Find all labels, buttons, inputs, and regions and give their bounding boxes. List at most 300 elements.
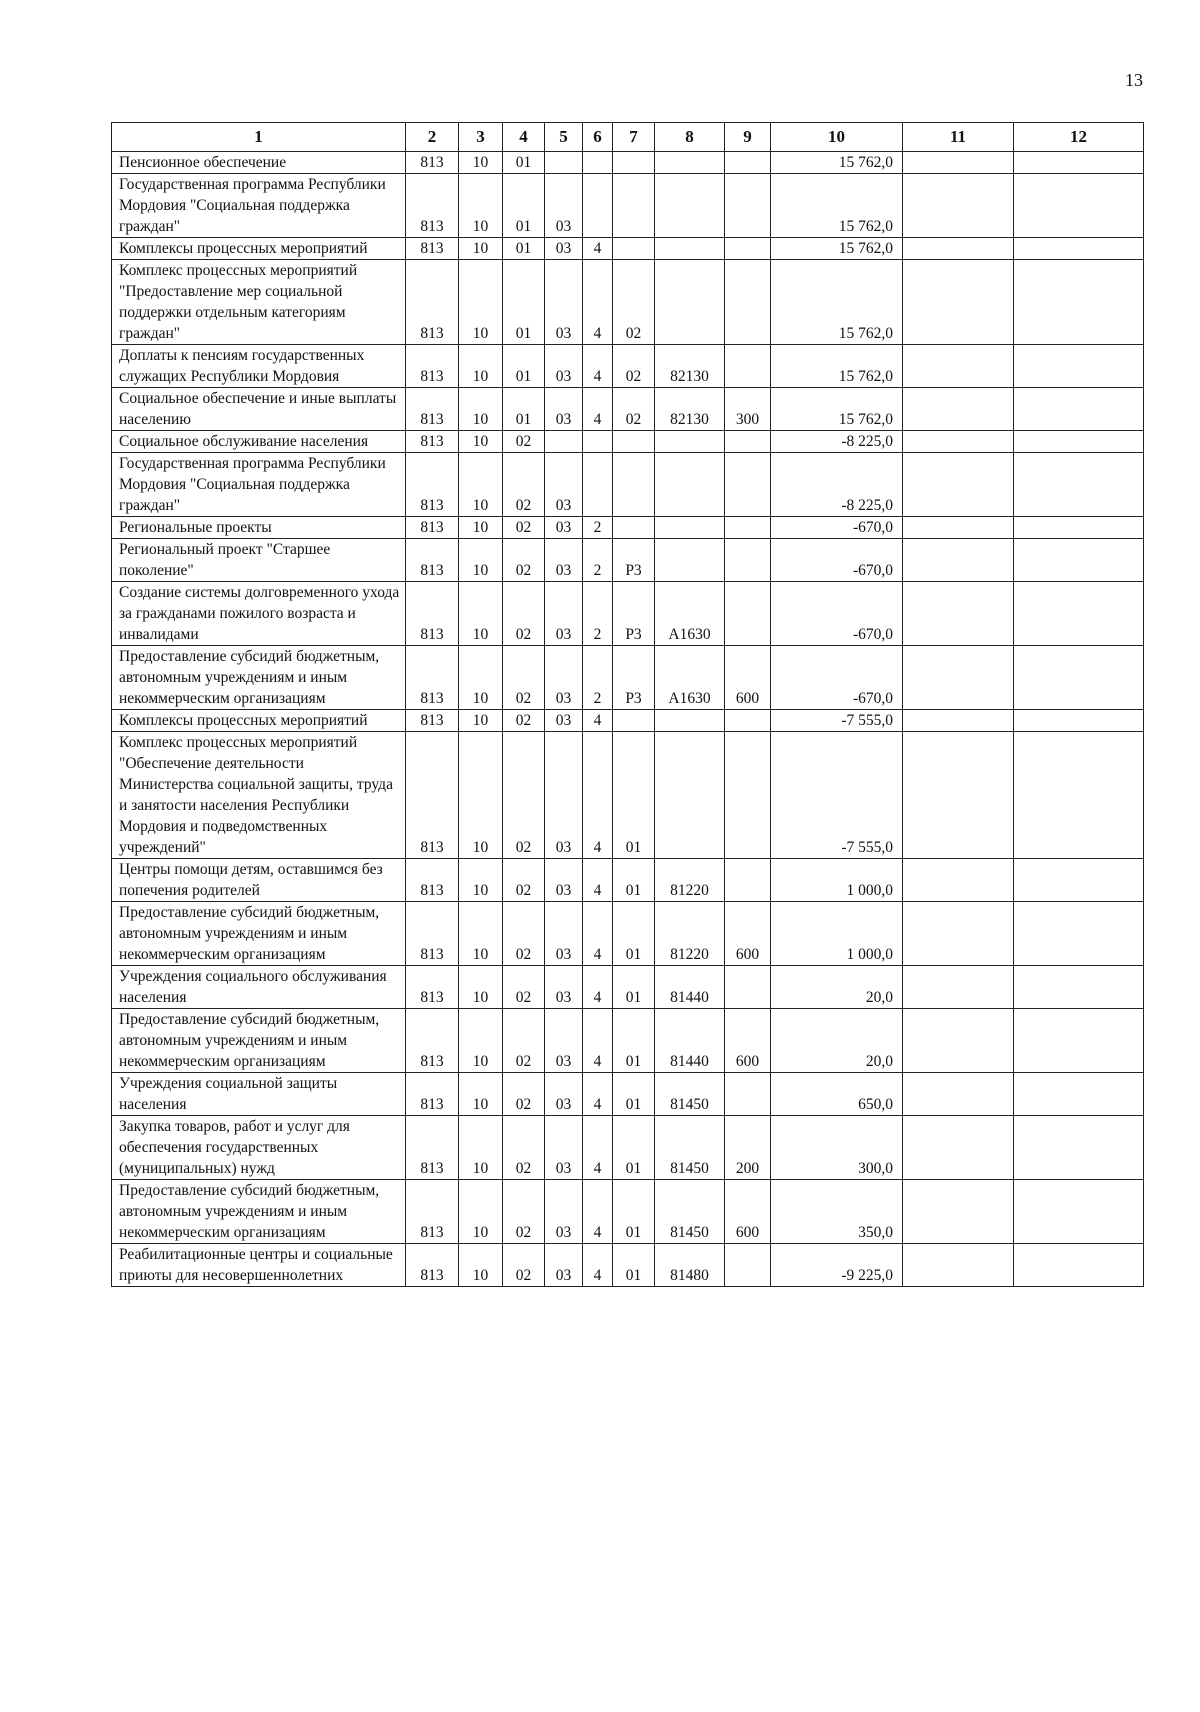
cell-col-9 <box>725 859 771 902</box>
cell-col-4: 02 <box>503 732 545 859</box>
cell-col-5: 03 <box>545 966 583 1009</box>
column-header: 9 <box>725 123 771 152</box>
cell-col-12 <box>1014 453 1144 517</box>
cell-col-11 <box>903 582 1014 646</box>
cell-col-9 <box>725 260 771 345</box>
table-row <box>112 582 1144 646</box>
cell-col-4: 02 <box>503 582 545 646</box>
cell-col-6: 4 <box>583 388 613 431</box>
cell-col-3: 10 <box>459 859 503 902</box>
cell-col-2: 813 <box>406 902 459 966</box>
cell-col-4: 01 <box>503 174 545 238</box>
cell-col-3: 10 <box>459 539 503 582</box>
cell-col-8 <box>655 539 725 582</box>
cell-col-6: 4 <box>583 902 613 966</box>
cell-col-6: 2 <box>583 539 613 582</box>
cell-col-2: 813 <box>406 174 459 238</box>
cell-col-11 <box>903 345 1014 388</box>
cell-col-9: 600 <box>725 1009 771 1073</box>
cell-col-6: 4 <box>583 1073 613 1116</box>
cell-col-7: Р3 <box>613 539 655 582</box>
table-body <box>112 152 1144 1287</box>
table-row <box>112 1180 1144 1244</box>
column-header: 4 <box>503 123 545 152</box>
column-header: 11 <box>903 123 1014 152</box>
cell-col-3: 10 <box>459 260 503 345</box>
cell-col-12 <box>1014 582 1144 646</box>
table-row <box>112 732 1144 859</box>
cell-col-2: 813 <box>406 345 459 388</box>
cell-col-2: 813 <box>406 453 459 517</box>
amount-cell: -8 225,0 <box>771 453 903 517</box>
amount-cell: -8 225,0 <box>771 431 903 453</box>
row-name-cell: Создание системы долговременного ухода за гражданами пожилого возраста и инвалидами <box>112 582 406 646</box>
cell-col-7: 01 <box>613 1244 655 1287</box>
cell-col-8: 81440 <box>655 966 725 1009</box>
cell-col-11 <box>903 646 1014 710</box>
cell-col-6 <box>583 174 613 238</box>
cell-col-7 <box>613 431 655 453</box>
cell-col-11 <box>903 902 1014 966</box>
cell-col-9 <box>725 582 771 646</box>
cell-col-3: 10 <box>459 431 503 453</box>
cell-col-11 <box>903 1244 1014 1287</box>
amount-cell: -7 555,0 <box>771 710 903 732</box>
cell-col-7: 01 <box>613 966 655 1009</box>
cell-col-12 <box>1014 859 1144 902</box>
cell-col-8 <box>655 174 725 238</box>
cell-col-3: 10 <box>459 174 503 238</box>
cell-col-7: Р3 <box>613 582 655 646</box>
cell-col-5: 03 <box>545 238 583 260</box>
cell-col-9 <box>725 732 771 859</box>
column-header: 3 <box>459 123 503 152</box>
cell-col-5: 03 <box>545 388 583 431</box>
cell-col-11 <box>903 152 1014 174</box>
table-row <box>112 345 1144 388</box>
cell-col-3: 10 <box>459 453 503 517</box>
cell-col-3: 10 <box>459 517 503 539</box>
row-name-cell: Предоставление субсидий бюджетным, автономным учреждениям и иным некоммерческим организациям <box>112 1180 406 1244</box>
cell-col-8: 81450 <box>655 1116 725 1180</box>
cell-col-5: 03 <box>545 582 583 646</box>
cell-col-2: 813 <box>406 1180 459 1244</box>
cell-col-6 <box>583 453 613 517</box>
cell-col-11 <box>903 710 1014 732</box>
cell-col-6 <box>583 431 613 453</box>
amount-cell: -670,0 <box>771 582 903 646</box>
table-row <box>112 431 1144 453</box>
cell-col-4: 02 <box>503 646 545 710</box>
cell-col-5: 03 <box>545 1180 583 1244</box>
cell-col-3: 10 <box>459 1009 503 1073</box>
cell-col-7 <box>613 152 655 174</box>
cell-col-9: 600 <box>725 902 771 966</box>
cell-col-7: 01 <box>613 732 655 859</box>
cell-col-2: 813 <box>406 582 459 646</box>
amount-cell: 15 762,0 <box>771 345 903 388</box>
table-row <box>112 1073 1144 1116</box>
budget-table <box>111 122 1144 1287</box>
column-header: 8 <box>655 123 725 152</box>
amount-cell: 15 762,0 <box>771 238 903 260</box>
cell-col-12 <box>1014 260 1144 345</box>
cell-col-5: 03 <box>545 517 583 539</box>
cell-col-11 <box>903 1180 1014 1244</box>
cell-col-7: 01 <box>613 1009 655 1073</box>
cell-col-8 <box>655 238 725 260</box>
cell-col-6: 4 <box>583 345 613 388</box>
cell-col-8: 81220 <box>655 902 725 966</box>
table-row <box>112 1244 1144 1287</box>
row-name-cell: Предоставление субсидий бюджетным, автономным учреждениям и иным некоммерческим организациям <box>112 646 406 710</box>
cell-col-11 <box>903 453 1014 517</box>
cell-col-5: 03 <box>545 453 583 517</box>
cell-col-6: 4 <box>583 238 613 260</box>
amount-cell: -670,0 <box>771 539 903 582</box>
cell-col-5: 03 <box>545 260 583 345</box>
amount-cell: 15 762,0 <box>771 260 903 345</box>
cell-col-3: 10 <box>459 238 503 260</box>
cell-col-11 <box>903 388 1014 431</box>
cell-col-3: 10 <box>459 710 503 732</box>
cell-col-2: 813 <box>406 1009 459 1073</box>
cell-col-3: 10 <box>459 152 503 174</box>
cell-col-2: 813 <box>406 260 459 345</box>
table-row <box>112 517 1144 539</box>
cell-col-8: А1630 <box>655 646 725 710</box>
cell-col-4: 02 <box>503 710 545 732</box>
cell-col-4: 01 <box>503 152 545 174</box>
cell-col-8 <box>655 710 725 732</box>
row-name-cell: Социальное обеспечение и иные выплаты населению <box>112 388 406 431</box>
cell-col-2: 813 <box>406 388 459 431</box>
cell-col-4: 01 <box>503 345 545 388</box>
column-header: 2 <box>406 123 459 152</box>
cell-col-4: 02 <box>503 453 545 517</box>
cell-col-5: 03 <box>545 1116 583 1180</box>
cell-col-6: 2 <box>583 646 613 710</box>
cell-col-11 <box>903 517 1014 539</box>
amount-cell: -670,0 <box>771 517 903 539</box>
cell-col-9 <box>725 517 771 539</box>
column-header: 10 <box>771 123 903 152</box>
cell-col-2: 813 <box>406 238 459 260</box>
cell-col-6: 4 <box>583 1116 613 1180</box>
cell-col-9 <box>725 453 771 517</box>
cell-col-8 <box>655 431 725 453</box>
table-row <box>112 902 1144 966</box>
row-name-cell: Региональные проекты <box>112 517 406 539</box>
row-name-cell: Пенсионное обеспечение <box>112 152 406 174</box>
cell-col-5: 03 <box>545 732 583 859</box>
cell-col-5: 03 <box>545 646 583 710</box>
cell-col-8: 81450 <box>655 1180 725 1244</box>
column-header: 5 <box>545 123 583 152</box>
cell-col-3: 10 <box>459 388 503 431</box>
cell-col-8: 81440 <box>655 1009 725 1073</box>
cell-col-9 <box>725 152 771 174</box>
row-name-cell: Учреждения социального обслуживания населения <box>112 966 406 1009</box>
amount-cell: 650,0 <box>771 1073 903 1116</box>
cell-col-7: Р3 <box>613 646 655 710</box>
cell-col-4: 02 <box>503 539 545 582</box>
cell-col-5: 03 <box>545 1009 583 1073</box>
cell-col-8: 81450 <box>655 1073 725 1116</box>
row-name-cell: Предоставление субсидий бюджетным, автономным учреждениям и иным некоммерческим организациям <box>112 1009 406 1073</box>
cell-col-11 <box>903 174 1014 238</box>
cell-col-3: 10 <box>459 902 503 966</box>
cell-col-12 <box>1014 431 1144 453</box>
table-row <box>112 453 1144 517</box>
cell-col-3: 10 <box>459 1116 503 1180</box>
amount-cell: -9 225,0 <box>771 1244 903 1287</box>
cell-col-12 <box>1014 732 1144 859</box>
table-row <box>112 966 1144 1009</box>
row-name-cell: Комплексы процессных мероприятий <box>112 710 406 732</box>
cell-col-6: 4 <box>583 260 613 345</box>
table-row <box>112 1116 1144 1180</box>
cell-col-12 <box>1014 902 1144 966</box>
cell-col-9: 200 <box>725 1116 771 1180</box>
cell-col-7: 02 <box>613 260 655 345</box>
cell-col-12 <box>1014 1116 1144 1180</box>
table-row <box>112 238 1144 260</box>
cell-col-3: 10 <box>459 1073 503 1116</box>
column-header: 12 <box>1014 123 1144 152</box>
cell-col-7 <box>613 238 655 260</box>
cell-col-2: 813 <box>406 1116 459 1180</box>
cell-col-11 <box>903 431 1014 453</box>
cell-col-9 <box>725 539 771 582</box>
cell-col-4: 02 <box>503 1009 545 1073</box>
cell-col-8 <box>655 260 725 345</box>
table-row <box>112 859 1144 902</box>
cell-col-4: 02 <box>503 966 545 1009</box>
cell-col-6: 4 <box>583 732 613 859</box>
table-row <box>112 646 1144 710</box>
row-name-cell: Закупка товаров, работ и услуг для обеспечения государственных (муниципальных) нужд <box>112 1116 406 1180</box>
cell-col-2: 813 <box>406 1244 459 1287</box>
cell-col-3: 10 <box>459 732 503 859</box>
cell-col-7: 02 <box>613 345 655 388</box>
cell-col-4: 01 <box>503 238 545 260</box>
cell-col-5: 03 <box>545 859 583 902</box>
cell-col-4: 02 <box>503 1116 545 1180</box>
cell-col-9 <box>725 345 771 388</box>
cell-col-12 <box>1014 1009 1144 1073</box>
cell-col-7: 01 <box>613 902 655 966</box>
cell-col-5: 03 <box>545 345 583 388</box>
cell-col-3: 10 <box>459 582 503 646</box>
cell-col-6: 2 <box>583 582 613 646</box>
cell-col-12 <box>1014 345 1144 388</box>
cell-col-12 <box>1014 517 1144 539</box>
table-row <box>112 388 1144 431</box>
cell-col-8 <box>655 152 725 174</box>
cell-col-7: 01 <box>613 1073 655 1116</box>
amount-cell: 15 762,0 <box>771 388 903 431</box>
cell-col-7 <box>613 517 655 539</box>
row-name-cell: Комплексы процессных мероприятий <box>112 238 406 260</box>
cell-col-12 <box>1014 1244 1144 1287</box>
cell-col-9: 300 <box>725 388 771 431</box>
cell-col-12 <box>1014 174 1144 238</box>
cell-col-7: 01 <box>613 1180 655 1244</box>
cell-col-7: 01 <box>613 1116 655 1180</box>
cell-col-12 <box>1014 646 1144 710</box>
amount-cell: 350,0 <box>771 1180 903 1244</box>
cell-col-2: 813 <box>406 1073 459 1116</box>
table-header-row <box>112 123 1144 152</box>
cell-col-5: 03 <box>545 539 583 582</box>
amount-cell: 1 000,0 <box>771 859 903 902</box>
cell-col-2: 813 <box>406 710 459 732</box>
row-name-cell: Предоставление субсидий бюджетным, автономным учреждениям и иным некоммерческим организациям <box>112 902 406 966</box>
cell-col-6: 4 <box>583 966 613 1009</box>
row-name-cell: Реабилитационные центры и социальные приюты для несовершеннолетних <box>112 1244 406 1287</box>
cell-col-8: 81480 <box>655 1244 725 1287</box>
cell-col-7: 01 <box>613 859 655 902</box>
cell-col-4: 02 <box>503 1244 545 1287</box>
cell-col-9: 600 <box>725 646 771 710</box>
cell-col-9 <box>725 966 771 1009</box>
cell-col-12 <box>1014 710 1144 732</box>
cell-col-8 <box>655 732 725 859</box>
row-name-cell: Социальное обслуживание населения <box>112 431 406 453</box>
cell-col-6: 4 <box>583 859 613 902</box>
cell-col-2: 813 <box>406 646 459 710</box>
cell-col-2: 813 <box>406 732 459 859</box>
table-row <box>112 260 1144 345</box>
cell-col-9 <box>725 238 771 260</box>
cell-col-7: 02 <box>613 388 655 431</box>
column-header: 7 <box>613 123 655 152</box>
cell-col-6: 4 <box>583 710 613 732</box>
cell-col-4: 02 <box>503 517 545 539</box>
table-row <box>112 174 1144 238</box>
column-header: 6 <box>583 123 613 152</box>
cell-col-5: 03 <box>545 710 583 732</box>
cell-col-2: 813 <box>406 539 459 582</box>
cell-col-2: 813 <box>406 431 459 453</box>
row-name-cell: Государственная программа Республики Мордовия "Социальная поддержка граждан" <box>112 453 406 517</box>
amount-cell: 15 762,0 <box>771 152 903 174</box>
cell-col-6: 4 <box>583 1244 613 1287</box>
amount-cell: 300,0 <box>771 1116 903 1180</box>
cell-col-3: 10 <box>459 1244 503 1287</box>
cell-col-5: 03 <box>545 1244 583 1287</box>
cell-col-12 <box>1014 152 1144 174</box>
column-header: 1 <box>112 123 406 152</box>
cell-col-2: 813 <box>406 517 459 539</box>
cell-col-3: 10 <box>459 345 503 388</box>
cell-col-11 <box>903 260 1014 345</box>
cell-col-4: 01 <box>503 388 545 431</box>
cell-col-5: 03 <box>545 1073 583 1116</box>
table-row <box>112 539 1144 582</box>
cell-col-7 <box>613 710 655 732</box>
cell-col-9 <box>725 1073 771 1116</box>
amount-cell: -670,0 <box>771 646 903 710</box>
cell-col-4: 01 <box>503 260 545 345</box>
page-number: 13 <box>1125 70 1143 90</box>
cell-col-11 <box>903 539 1014 582</box>
cell-col-9: 600 <box>725 1180 771 1244</box>
cell-col-4: 02 <box>503 859 545 902</box>
cell-col-9 <box>725 431 771 453</box>
cell-col-12 <box>1014 388 1144 431</box>
cell-col-11 <box>903 966 1014 1009</box>
cell-col-8 <box>655 453 725 517</box>
cell-col-6: 4 <box>583 1180 613 1244</box>
cell-col-6: 4 <box>583 1009 613 1073</box>
cell-col-12 <box>1014 966 1144 1009</box>
cell-col-8: 81220 <box>655 859 725 902</box>
cell-col-5 <box>545 152 583 174</box>
cell-col-4: 02 <box>503 431 545 453</box>
cell-col-11 <box>903 1009 1014 1073</box>
cell-col-2: 813 <box>406 152 459 174</box>
cell-col-4: 02 <box>503 902 545 966</box>
cell-col-8: 82130 <box>655 388 725 431</box>
cell-col-12 <box>1014 238 1144 260</box>
cell-col-8: А1630 <box>655 582 725 646</box>
cell-col-6: 2 <box>583 517 613 539</box>
cell-col-2: 813 <box>406 966 459 1009</box>
amount-cell: 1 000,0 <box>771 902 903 966</box>
cell-col-12 <box>1014 1180 1144 1244</box>
cell-col-6 <box>583 152 613 174</box>
cell-col-4: 02 <box>503 1073 545 1116</box>
row-name-cell: Доплаты к пенсиям государственных служащих Республики Мордовия <box>112 345 406 388</box>
cell-col-2: 813 <box>406 859 459 902</box>
cell-col-4: 02 <box>503 1180 545 1244</box>
cell-col-9 <box>725 1244 771 1287</box>
amount-cell: -7 555,0 <box>771 732 903 859</box>
cell-col-11 <box>903 238 1014 260</box>
cell-col-3: 10 <box>459 966 503 1009</box>
cell-col-5 <box>545 431 583 453</box>
cell-col-11 <box>903 1073 1014 1116</box>
table-row <box>112 710 1144 732</box>
cell-col-11 <box>903 859 1014 902</box>
cell-col-5: 03 <box>545 174 583 238</box>
cell-col-8: 82130 <box>655 345 725 388</box>
cell-col-3: 10 <box>459 1180 503 1244</box>
table-row <box>112 152 1144 174</box>
cell-col-11 <box>903 1116 1014 1180</box>
row-name-cell: Учреждения социальной защиты населения <box>112 1073 406 1116</box>
cell-col-3: 10 <box>459 646 503 710</box>
cell-col-9 <box>725 174 771 238</box>
cell-col-11 <box>903 732 1014 859</box>
row-name-cell: Региональный проект "Старшее поколение" <box>112 539 406 582</box>
row-name-cell: Комплекс процессных мероприятий "Обеспечение деятельности Министерства социальной защиты, труда и занятости населения Республики Мордовия и подведомственных учреждений" <box>112 732 406 859</box>
amount-cell: 20,0 <box>771 966 903 1009</box>
cell-col-7 <box>613 453 655 517</box>
row-name-cell: Центры помощи детям, оставшимся без попечения родителей <box>112 859 406 902</box>
cell-col-12 <box>1014 539 1144 582</box>
cell-col-5: 03 <box>545 902 583 966</box>
row-name-cell: Государственная программа Республики Мордовия "Социальная поддержка граждан" <box>112 174 406 238</box>
amount-cell: 20,0 <box>771 1009 903 1073</box>
amount-cell: 15 762,0 <box>771 174 903 238</box>
row-name-cell: Комплекс процессных мероприятий "Предоставление мер социальной поддержки отдельным категориям граждан" <box>112 260 406 345</box>
table-row <box>112 1009 1144 1073</box>
cell-col-9 <box>725 710 771 732</box>
cell-col-8 <box>655 517 725 539</box>
